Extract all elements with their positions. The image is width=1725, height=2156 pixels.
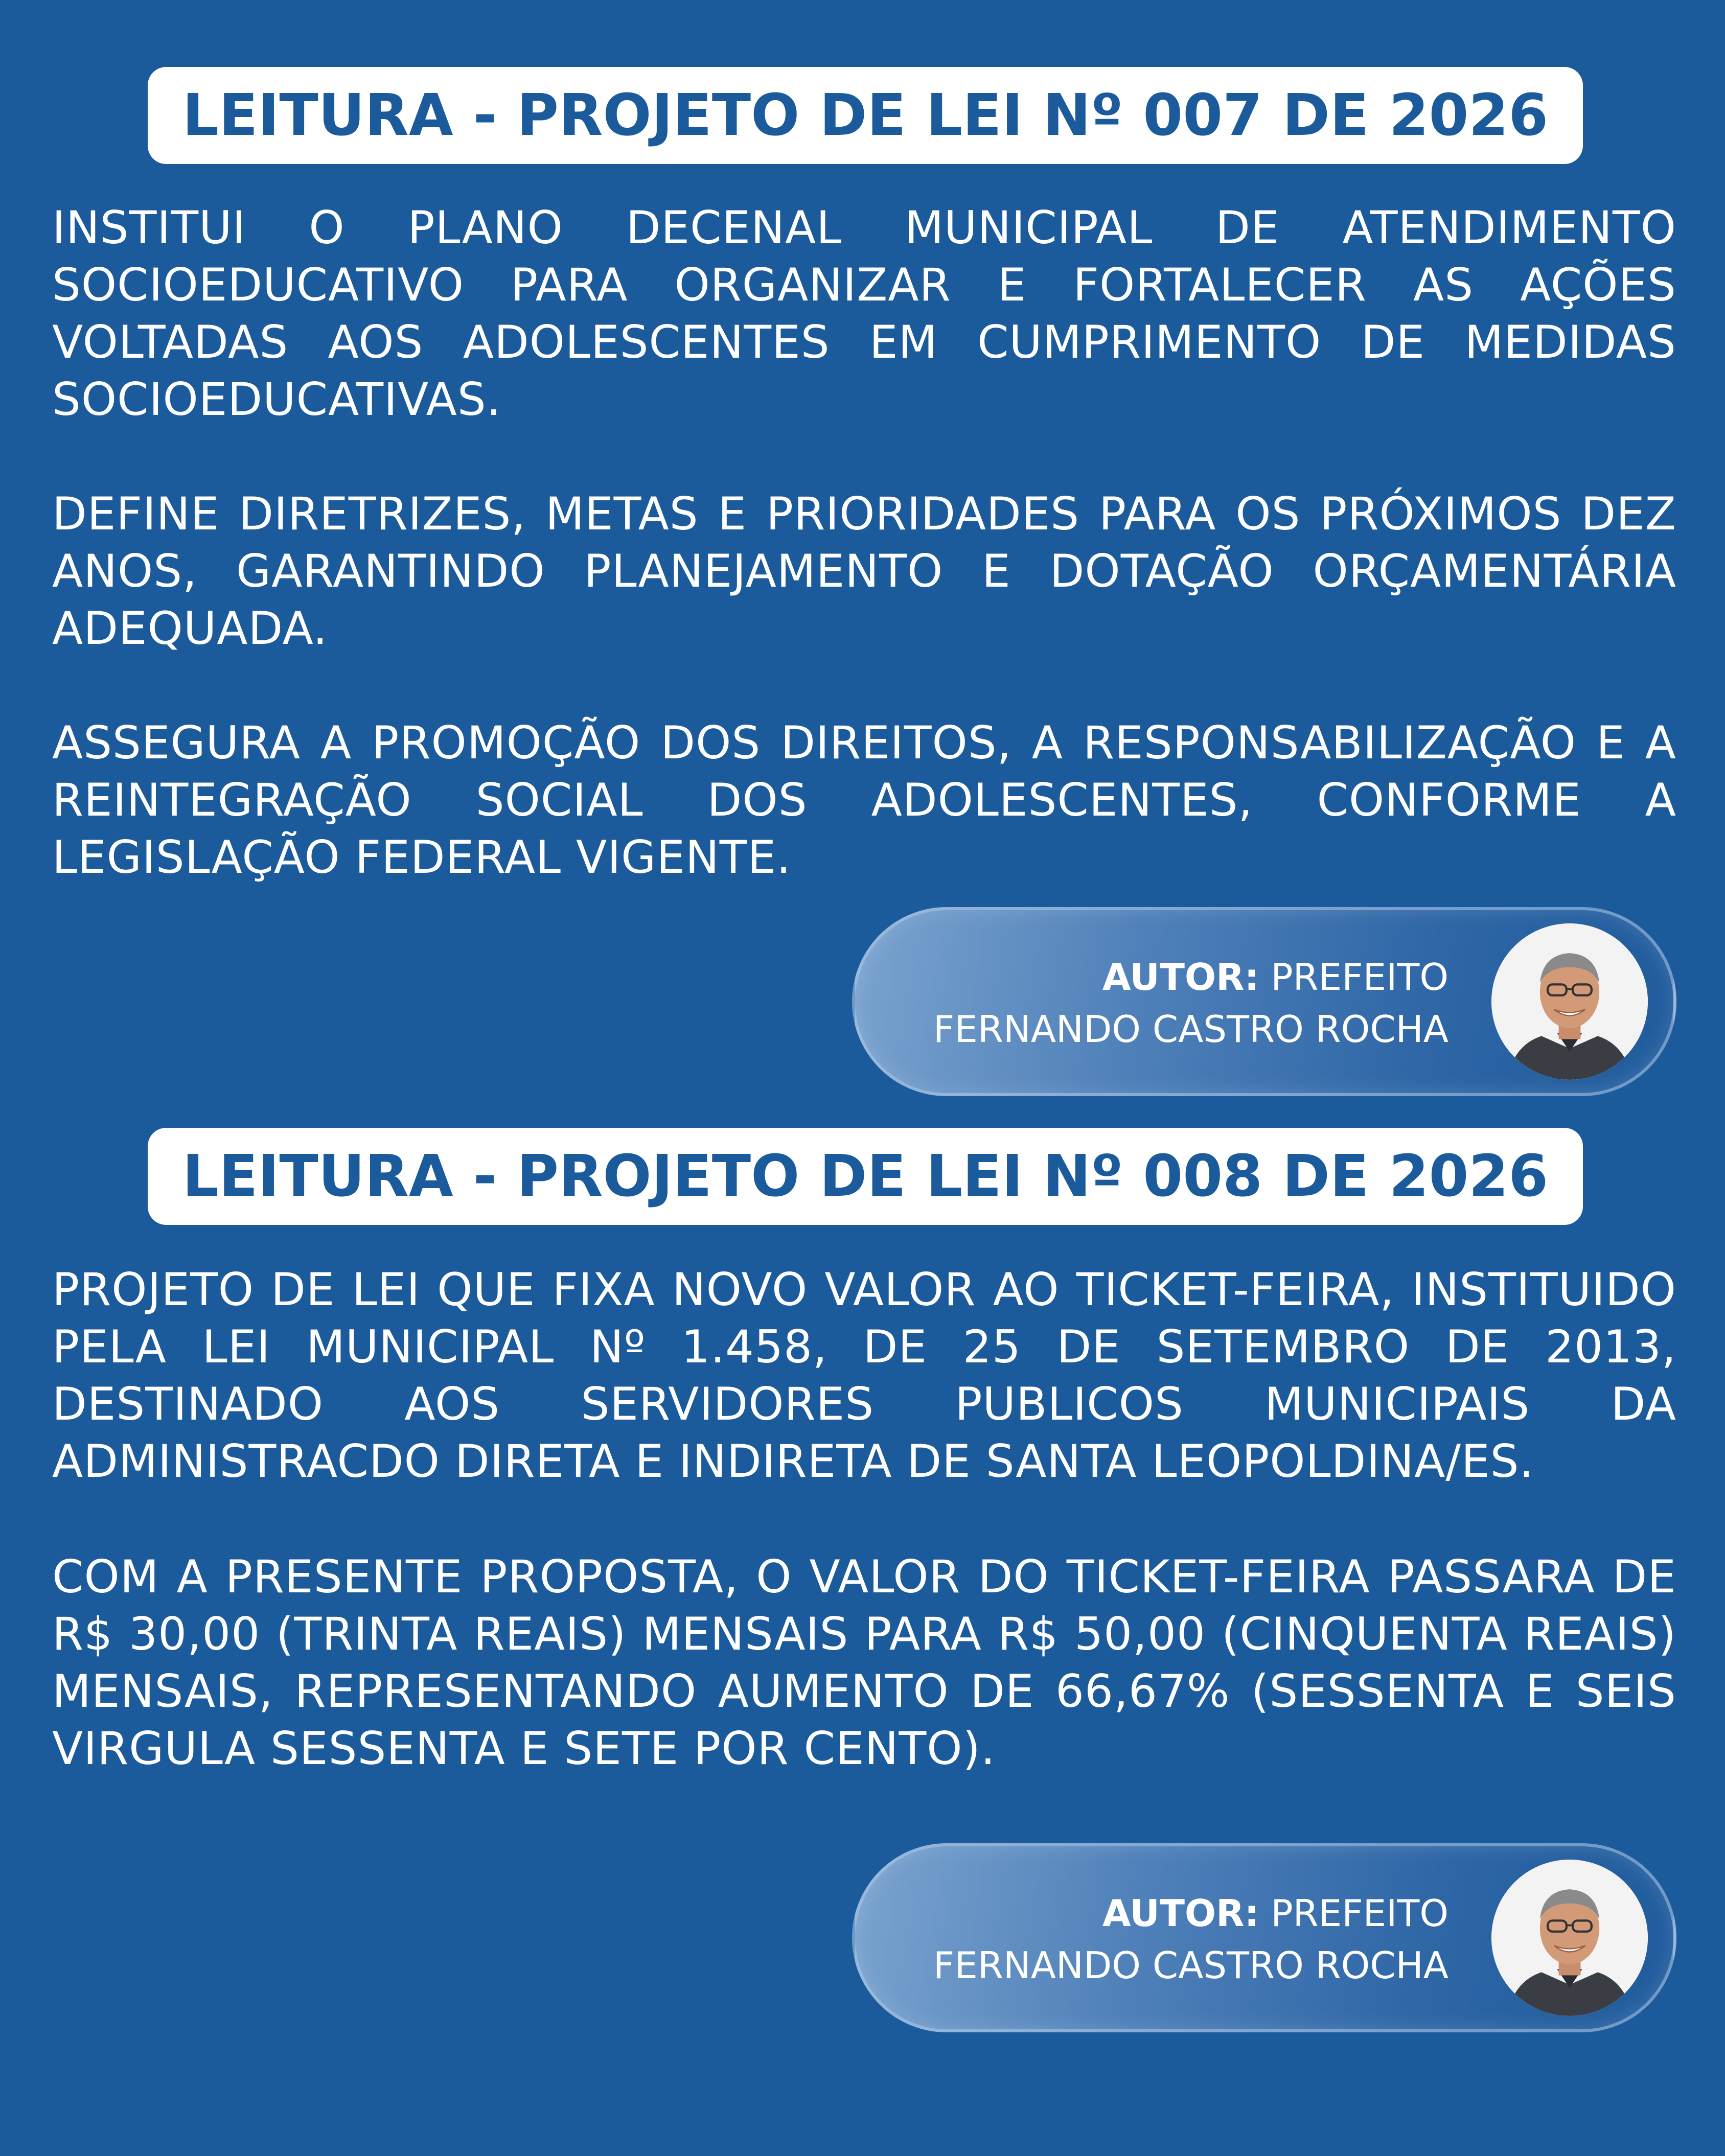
author-avatar [1491, 923, 1648, 1080]
author-card-pl-007 [852, 907, 1676, 1096]
author-name: FERNANDO CASTRO ROCHA [933, 1944, 1448, 1987]
author-info [933, 1887, 1448, 1991]
author-photo-icon [1491, 1860, 1648, 2016]
author-avatar [1491, 1860, 1648, 2016]
pl-007-paragraph-1: INSTITUI O PLANO DECENAL MUNICIPAL DE ATENDIMENTO SOCIOEDUCATIVO PARA ORGANIZAR E FORTALECER AS AÇÕES VOLTADAS AOS ADOLESCENTES EM CUMPRIMENTO DE MEDIDAS SOCIOEDUCATIVAS. [52, 201, 1676, 426]
title-bar-pl-008 [148, 1128, 1583, 1225]
author-photo-icon [1491, 923, 1648, 1080]
author-info [933, 951, 1448, 1055]
pl-007-paragraph-2: DEFINE DIRETRIZES, METAS E PRIORIDADES PARA OS PRÓXIMOS DEZ ANOS, GARANTINDO PLANEJAMENTO E DOTAÇÃO ORÇAMENTÁRIA ADEQUADA. [52, 488, 1676, 655]
title-pl-007: LEITURA - PROJETO DE LEI Nº 007 DE 2026 [182, 82, 1549, 149]
author-label: AUTOR: [1102, 1892, 1259, 1935]
title-bar-pl-007 [148, 67, 1583, 164]
author-label: AUTOR: [1102, 956, 1259, 999]
author-role: PREFEITO [1271, 1892, 1448, 1935]
author-role: PREFEITO [1271, 956, 1448, 999]
pl-007-paragraph-3: ASSEGURA A PROMOÇÃO DOS DIREITOS, A RESPONSABILIZAÇÃO E A REINTEGRAÇÃO SOCIAL DOS ADOLESCENTES, CONFORME A LEGISLAÇÃO FEDERAL VIGENTE. [52, 716, 1676, 884]
author-card-pl-008 [852, 1843, 1676, 2032]
pl-008-paragraph-1: PROJETO DE LEI QUE FIXA NOVO VALOR AO TICKET-FEIRA, INSTITUIDO PELA LEI MUNICIPAL Nº 1.458, DE 25 DE SETEMBRO DE 2013, DESTINADO AOS SERVIDORES PUBLICOS MUNICIPAIS DA ADMINISTRACDO DIRETA E INDIRETA DE SANTA LEOPOLDINA/ES. [52, 1263, 1676, 1488]
author-name: FERNANDO CASTRO ROCHA [933, 1008, 1448, 1051]
pl-008-paragraph-2: COM A PRESENTE PROPOSTA, O VALOR DO TICKET-FEIRA PASSARA DE R$ 30,00 (TRINTA REAIS) MENSAIS PARA R$ 50,00 (CINQUENTA REAIS) MENSAIS, REPRESENTANDO AUMENTO DE 66,67% (SESSENTA E SEIS VIRGULA SESSENTA E SETE POR CENTO). [52, 1550, 1676, 1775]
title-pl-008: LEITURA - PROJETO DE LEI Nº 008 DE 2026 [182, 1143, 1549, 1210]
